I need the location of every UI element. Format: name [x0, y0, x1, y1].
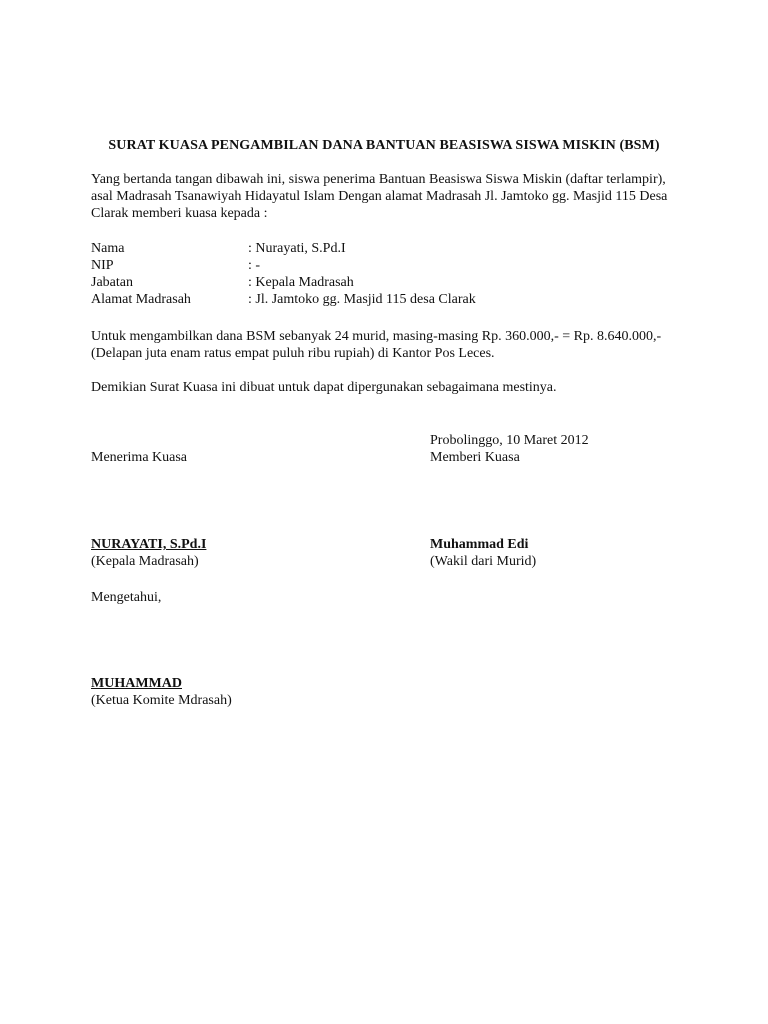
- closing-paragraph: [91, 379, 711, 396]
- field-value: : Kepala Madrasah: [248, 275, 354, 290]
- field-value: : Jl. Jamtoko gg. Masjid 115 desa Clarak: [248, 292, 476, 307]
- field-row: [91, 240, 711, 257]
- attorney-details: [91, 240, 711, 308]
- acknowledge-name: MUHAMMAD: [91, 676, 182, 691]
- giver-name: Muhammad Edi: [430, 537, 529, 552]
- intro-line: asal Madrasah Tsanawiyah Hidayatul Islam Dengan alamat Madrasah Jl. Jamtoko gg. Masjid 115 Desa: [91, 189, 668, 204]
- acknowledge-signature-block: [91, 675, 391, 709]
- field-row: [91, 257, 711, 274]
- purpose-paragraph: [91, 328, 711, 362]
- acknowledge-role: (Ketua Komite Mdrasah): [91, 693, 232, 708]
- giver-signature-block: [430, 536, 730, 570]
- acknowledge-heading: Mengetahui,: [91, 590, 162, 605]
- field-label: Jabatan: [91, 275, 133, 290]
- place-date: Probolinggo, 10 Maret 2012: [430, 433, 589, 448]
- giver-role: (Wakil dari Murid): [430, 554, 537, 569]
- purpose-line: (Delapan juta enam ratus empat puluh ribu rupiah) di Kantor Pos Leces.: [91, 346, 495, 361]
- field-label: NIP: [91, 258, 114, 273]
- field-row: [91, 274, 711, 291]
- closing-line: Demikian Surat Kuasa ini dibuat untuk dapat dipergunakan sebagaimana mestinya.: [91, 380, 557, 395]
- intro-line: Clarak memberi kuasa kepada :: [91, 206, 268, 221]
- intro-line: Yang bertanda tangan dibawah ini, siswa penerima Bantuan Beasiswa Siswa Miskin (daftar terlampir),: [91, 172, 666, 187]
- receiver-signature-block: [91, 536, 391, 570]
- intro-paragraph: [91, 171, 711, 222]
- receiver-heading: Menerima Kuasa: [91, 450, 188, 465]
- field-label: Nama: [91, 241, 125, 256]
- field-label: Alamat Madrasah: [91, 292, 191, 307]
- receiver-role: (Kepala Madrasah): [91, 554, 199, 569]
- purpose-line: Untuk mengambilkan dana BSM sebanyak 24 murid, masing-masing Rp. 360.000,- = Rp. 8.640.000,-: [91, 329, 662, 344]
- document-title: SURAT KUASA PENGAMBILAN DANA BANTUAN BEASISWA SISWA MISKIN (BSM): [108, 138, 660, 153]
- field-value: : -: [248, 258, 261, 273]
- field-value: : Nurayati, S.Pd.I: [248, 241, 346, 256]
- receiver-name: NURAYATI, S.Pd.I: [91, 537, 207, 552]
- giver-heading: Memberi Kuasa: [430, 450, 520, 465]
- field-row: [91, 291, 711, 308]
